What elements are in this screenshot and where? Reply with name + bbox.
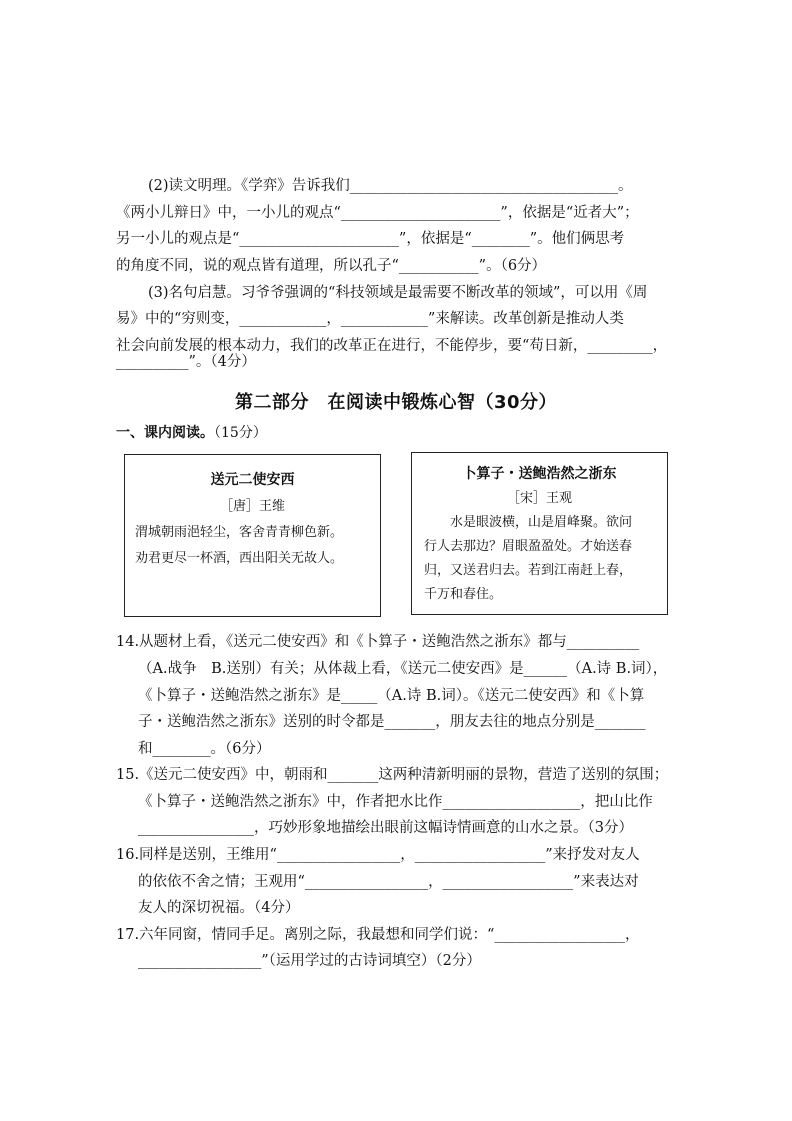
poem2-title: 卜算子・送鲍浩然之浙东 [462, 466, 617, 482]
section-score: （15分） [214, 425, 267, 441]
part1-line-1: (2)读文明理。《学弈》告诉我们_____________________________________。 [148, 178, 633, 194]
part2-title: 第二部分 在阅读中锻炼心智（30分） [234, 392, 558, 413]
q15-line-2: 《卜算子・送鲍浩然之浙东》中，作者把水比作___________________，把山比作 [138, 794, 653, 810]
part1-line-8: __________”。（4分） [116, 354, 256, 370]
part1-line-5: (3)名句启慧。习爷爷强调的“科技领域是最需要不断改革的领域”，可以用《周 [148, 285, 648, 301]
q14-line-2: （A.战争 B.送别）有关；从体裁上看，《送元二使安西》是______（A.诗 B.词）， [138, 661, 668, 677]
section-heading [116, 422, 267, 442]
poem2-author: ［宋］王观 [506, 491, 572, 506]
q14-line-1: 14.从题材上看，《送元二使安西》和《卜算子・送鲍浩然之浙东》都与__________ [116, 634, 640, 650]
q17-line-1: 17.六年同窗，情同手足。离别之际，我最想和同学们说：“__________________， [116, 927, 640, 943]
poem2-line-2: 行人去那边？眉眼盈盈处。才始送春 [424, 539, 633, 554]
poem1-line-1: 渭城朝雨浥轻尘，客舍青青柳色新。 [135, 525, 344, 540]
poem1-author: ［唐］王维 [219, 499, 285, 514]
poem1-line-2: 劝君更尽一杯酒，西出阳关无故人。 [135, 551, 344, 566]
q16-line-2: 的依依不舍之情；王观用“_________________，__________________”来表达对 [138, 874, 639, 890]
poem2-line-4: 千万和春住。 [424, 587, 503, 602]
q16-line-1: 16.同样是送别，王维用“_________________，__________________”来抒发对友人 [116, 847, 640, 863]
q14-line-5: 和________。（6分） [138, 741, 271, 757]
poem1-title: 送元二使安西 [210, 472, 295, 488]
q14-line-4: 子・送鲍浩然之浙东》送别的时令都是_______，朋友去往的地点分别是_______ [138, 714, 646, 730]
q16-line-3: 友人的深切祝福。（4分） [138, 900, 300, 916]
section-label: 一、课内阅读。 [116, 425, 214, 441]
poem2-line-1: 水是眼波横，山是眉峰聚。欲问 [450, 515, 633, 530]
part1-line-4: 的角度不同，说的观点皆有道理，所以孔子“___________”。（6分） [116, 258, 547, 274]
part1-line-7: 社会向前发展的根本动力，我们的改革正在进行，不能停步，要“苟日新，_________， [116, 338, 668, 354]
poem2-line-3: 归，又送君归去。若到江南赶上春， [424, 563, 633, 578]
q14-line-3: 《卜算子・送鲍浩然之浙东》是_____（A.诗 B.词）。《送元二使安西》和《卜算 [138, 688, 645, 704]
part1-line-3: 另一小儿的观点是“______________________”，依据是“________”。他们俩思考 [116, 231, 625, 247]
part1-line-6: 易》中的“穷则变，____________，____________”来解读。改革创新是推动人类 [116, 311, 624, 327]
poem-box-1 [124, 454, 381, 617]
q15-line-1: 15.《送元二使安西》中，朝雨和_______这两种清新明丽的景物，营造了送别的氛围； [116, 767, 669, 783]
poem-box-2 [411, 452, 668, 615]
q15-line-3: ________________，巧妙形象地描绘出眼前这幅诗情画意的山水之景。（3分） [138, 820, 633, 836]
q17-line-2: _________________”（运用学过的古诗词填空）（2分） [138, 953, 481, 969]
part1-line-2: 《两小儿辩日》中，一小儿的观点“______________________”，依据是“近者大”； [116, 205, 639, 221]
